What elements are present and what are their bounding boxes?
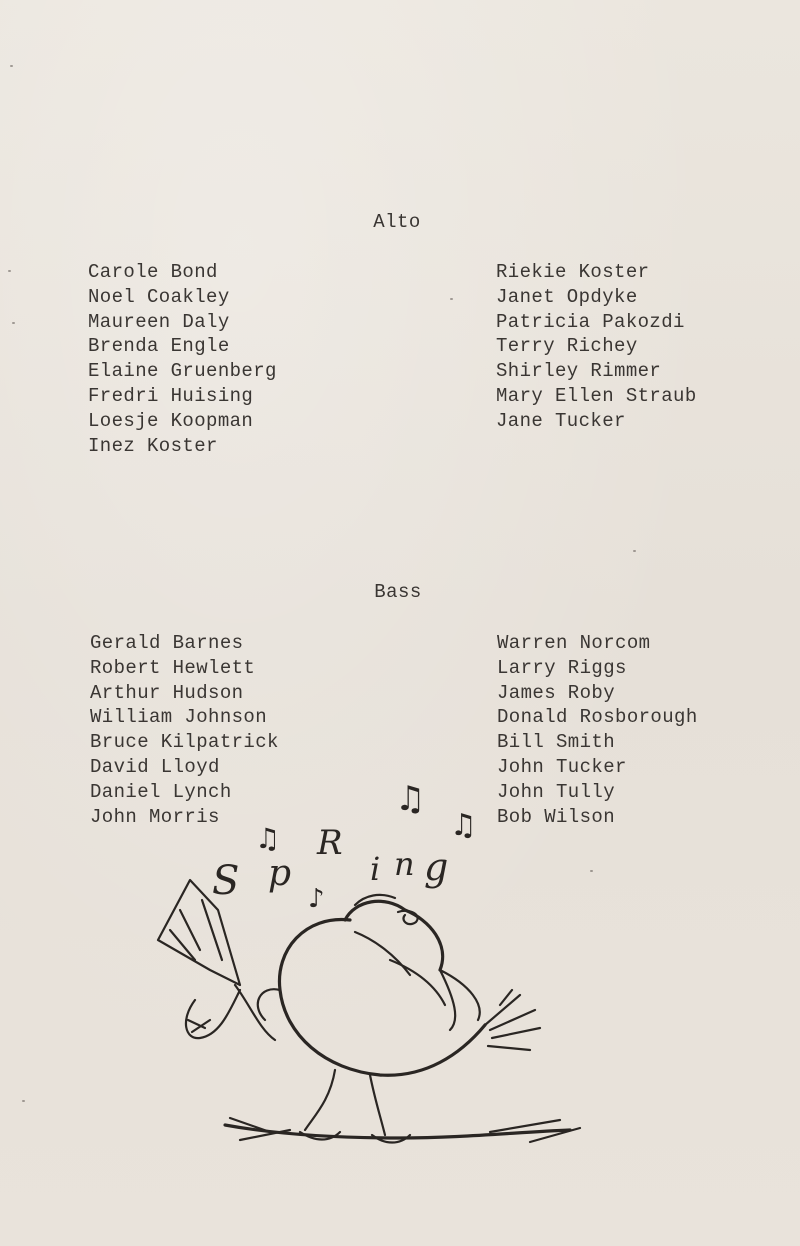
spring-lettering: n (394, 845, 415, 883)
alto-name: Riekie Koster (496, 261, 650, 283)
bird-tail (485, 990, 540, 1050)
bass-name: Arthur Hudson (90, 681, 244, 704)
bird-head (345, 901, 443, 970)
alto-heading: Alto (373, 211, 421, 233)
singing-bird-drawing (140, 770, 600, 1170)
bass-name: Larry Riggs (497, 656, 627, 679)
alto-name: Fredri Huising (88, 384, 254, 407)
spring-lettering: g (424, 845, 449, 889)
alto-name: Inez Koster (88, 434, 218, 457)
alto-name: Shirley Rimmer (496, 360, 662, 383)
alto-name: Maureen Daly (88, 310, 230, 333)
alto-name: Elaine Gruenberg (88, 360, 277, 383)
bass-heading: Bass (374, 581, 422, 603)
bass-name: John Tucker (497, 755, 627, 778)
bass-name: James Roby (497, 681, 616, 704)
alto-name: Carole Bond (88, 261, 218, 283)
paper-speck (450, 298, 453, 300)
bass-name: Robert Hewlett (90, 656, 256, 679)
bass-name: Donald Rosborough (497, 706, 698, 729)
bass-name: John Morris (90, 805, 220, 828)
alto-right-column (496, 260, 697, 434)
alto-name: Jane Tucker (496, 409, 626, 432)
paper-speck (633, 550, 636, 552)
music-note-icon: ♫ (255, 822, 281, 855)
music-note-icon: ♫ (450, 808, 477, 843)
alto-name: Mary Ellen Straub (496, 384, 697, 407)
bass-name: Daniel Lynch (90, 780, 232, 803)
music-note-icon: ♫ (395, 779, 426, 819)
spring-lettering: p (268, 853, 292, 894)
alto-name: Patricia Pakozdi (496, 310, 685, 333)
alto-name: Loesje Koopman (88, 409, 254, 432)
bass-name: Bob Wilson (497, 805, 616, 828)
alto-name: Noel Coakley (88, 285, 230, 308)
spring-lettering: R (317, 823, 343, 863)
bass-name: David Lloyd (90, 755, 220, 778)
bass-name: Warren Norcom (497, 632, 651, 654)
paper-speck (12, 322, 15, 324)
bass-name: William Johnson (90, 706, 268, 729)
bass-name: Bruce Kilpatrick (90, 731, 279, 754)
bass-name: Bill Smith (497, 731, 616, 754)
spring-lettering: i (370, 850, 381, 888)
bird-beak (440, 970, 480, 1030)
music-note-icon: ♪ (308, 884, 325, 914)
bird-body (279, 920, 485, 1076)
bass-name: Gerald Barnes (90, 632, 244, 654)
paper-speck (8, 270, 11, 272)
paper-speck (22, 1100, 25, 1102)
spring-lettering: S (212, 858, 240, 904)
alto-name: Terry Richey (496, 335, 638, 358)
alto-left-column (88, 260, 277, 458)
bass-name: John Tully (497, 780, 616, 803)
alto-name: Janet Opdyke (496, 285, 638, 308)
alto-name: Brenda Engle (88, 335, 230, 358)
paper-speck (10, 65, 13, 67)
